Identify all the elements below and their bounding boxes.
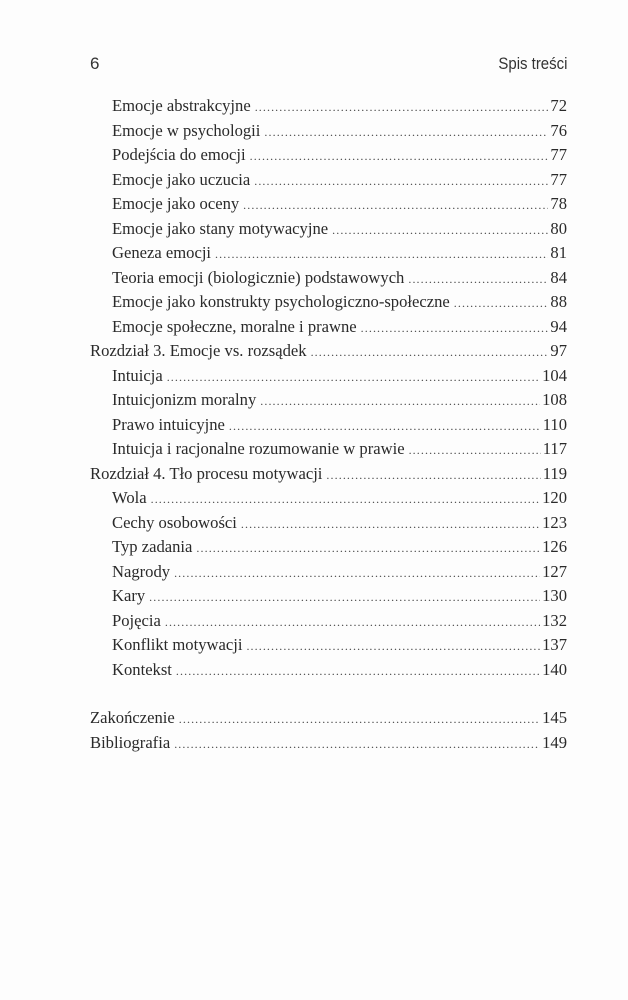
- toc-chapter-entry: [90, 339, 567, 364]
- toc-entry-title: Emocje abstrakcyjne: [112, 96, 251, 115]
- dot-leader: [243, 193, 548, 217]
- dot-leader: [196, 536, 540, 560]
- dot-leader: [326, 463, 540, 487]
- table-of-contents: [90, 94, 567, 755]
- toc-entry-page: 72: [550, 96, 567, 115]
- dot-leader: [151, 487, 541, 511]
- toc-entry-title: Prawo intuicyjne: [112, 414, 225, 434]
- toc-entry-page: 88: [550, 292, 567, 311]
- toc-section-entry: [90, 388, 567, 413]
- toc-section-entry: [90, 290, 567, 315]
- toc-entry-title: Teoria emocji (biologicznie) podstawowych: [112, 267, 405, 287]
- dot-leader: [260, 389, 540, 413]
- toc-section-entry: [90, 168, 567, 193]
- toc-entry-title: Bibliografia: [90, 732, 171, 752]
- dot-leader: [229, 414, 541, 438]
- dot-leader: [246, 634, 540, 658]
- toc-section-entry: [90, 560, 567, 585]
- toc-entry-title: Emocje jako uczucia: [112, 169, 251, 189]
- dot-leader: [408, 267, 548, 291]
- page-number: 6: [90, 54, 100, 73]
- toc-entry-page: 80: [550, 218, 567, 238]
- toc-entry-title: Podejścia do emocji: [112, 145, 246, 164]
- dot-leader: [174, 732, 540, 756]
- toc-entry-page: 123: [542, 512, 567, 532]
- toc-entry-page: 78: [550, 194, 567, 213]
- toc-entry-title: Emocje w psychologii: [112, 120, 261, 140]
- toc-section-entry: [90, 241, 567, 266]
- section-gap: [90, 682, 567, 706]
- toc-entry-title: Intuicja: [112, 365, 163, 385]
- toc-entry-page: 127: [542, 561, 567, 581]
- dot-leader: [179, 707, 540, 731]
- toc-entry-title: Emocje jako konstrukty psychologiczno-społeczne: [112, 292, 450, 311]
- dot-leader: [361, 316, 549, 340]
- toc-entry-title: Pojęcia: [112, 610, 161, 630]
- dot-leader: [254, 169, 548, 193]
- toc-entry-page: 126: [542, 537, 567, 556]
- dot-leader: [174, 561, 540, 585]
- toc-entry-title: Typ zadania: [112, 537, 193, 556]
- toc-entry-page: 137: [542, 635, 567, 654]
- toc-section-entry: [90, 119, 567, 144]
- toc-section-entry: [90, 658, 567, 683]
- toc-entry-page: 108: [542, 390, 567, 409]
- toc-entry-title: Geneza emocji: [112, 243, 212, 262]
- toc-entry-title: Kontekst: [112, 659, 172, 679]
- toc-entry-page: 130: [542, 586, 567, 605]
- toc-entry-title: Rozdział 3. Emocje vs. rozsądek: [90, 341, 307, 360]
- toc-chapter-entry: [90, 731, 567, 756]
- toc-section-entry: [90, 535, 567, 560]
- toc-entry-title: Cechy osobowości: [112, 512, 237, 532]
- dot-leader: [409, 438, 541, 462]
- dot-leader: [250, 144, 549, 168]
- dot-leader: [165, 610, 540, 634]
- toc-entry-title: Emocje jako oceny: [112, 194, 240, 213]
- toc-entry-title: Emocje społeczne, moralne i prawne: [112, 316, 357, 336]
- dot-leader: [264, 120, 548, 144]
- dot-leader: [255, 95, 549, 119]
- toc-entry-title: Intuicja i racjonalne rozumowanie w prawie: [112, 439, 405, 458]
- toc-entry-title: Rozdział 4. Tło procesu motywacji: [90, 463, 323, 483]
- toc-section-entry: [90, 192, 567, 217]
- toc-section-entry: [90, 437, 567, 462]
- toc-entry-page: 84: [550, 267, 567, 287]
- toc-section-entry: [90, 364, 567, 389]
- toc-entry-page: 104: [542, 365, 567, 385]
- toc-entry-page: 76: [550, 120, 567, 140]
- toc-entry-page: 145: [542, 708, 567, 727]
- toc-section-entry: [90, 633, 567, 658]
- dot-leader: [215, 242, 548, 266]
- toc-entry-page: 119: [542, 463, 567, 483]
- toc-chapter-entry: [90, 462, 567, 487]
- toc-entry-page: 94: [550, 316, 567, 336]
- toc-entry-page: 117: [542, 439, 567, 458]
- toc-section-entry: [90, 217, 567, 242]
- toc-entry-title: Wola: [112, 488, 147, 507]
- dot-leader: [149, 585, 540, 609]
- toc-section-entry: [90, 143, 567, 168]
- toc-entry-title: Zakończenie: [90, 708, 175, 727]
- toc-entry-title: Emocje jako stany motywacyjne: [112, 218, 329, 238]
- dot-leader: [167, 365, 540, 389]
- dot-leader: [332, 218, 548, 242]
- dot-leader: [454, 291, 549, 315]
- toc-entry-page: 120: [542, 488, 567, 507]
- running-title: Spis treści: [497, 54, 567, 73]
- toc-section-entry: [90, 413, 567, 438]
- toc-entry-page: 149: [542, 732, 567, 752]
- page-header: [90, 54, 567, 80]
- toc-section-entry: [90, 584, 567, 609]
- dot-leader: [241, 512, 540, 536]
- toc-section-entry: [90, 266, 567, 291]
- toc-entry-title: Kary: [112, 586, 146, 605]
- toc-entry-page: 97: [550, 341, 567, 360]
- toc-entry-title: Konflikt motywacji: [112, 635, 243, 654]
- toc-entry-title: Intuicjonizm moralny: [112, 390, 257, 409]
- toc-entry-page: 81: [550, 243, 567, 262]
- toc-entry-page: 77: [550, 169, 567, 189]
- toc-entry-page: 140: [542, 659, 567, 679]
- toc-entry-page: 132: [542, 610, 567, 630]
- toc-section-entry: [90, 609, 567, 634]
- dot-leader: [311, 340, 549, 364]
- toc-section-entry: [90, 486, 567, 511]
- toc-chapter-entry: [90, 706, 567, 731]
- toc-entry-page: 77: [550, 145, 567, 164]
- toc-section-entry: [90, 511, 567, 536]
- toc-section-entry: [90, 94, 567, 119]
- toc-section-entry: [90, 315, 567, 340]
- toc-entry-page: 110: [542, 414, 567, 434]
- dot-leader: [176, 659, 540, 683]
- toc-entry-title: Nagrody: [112, 561, 171, 581]
